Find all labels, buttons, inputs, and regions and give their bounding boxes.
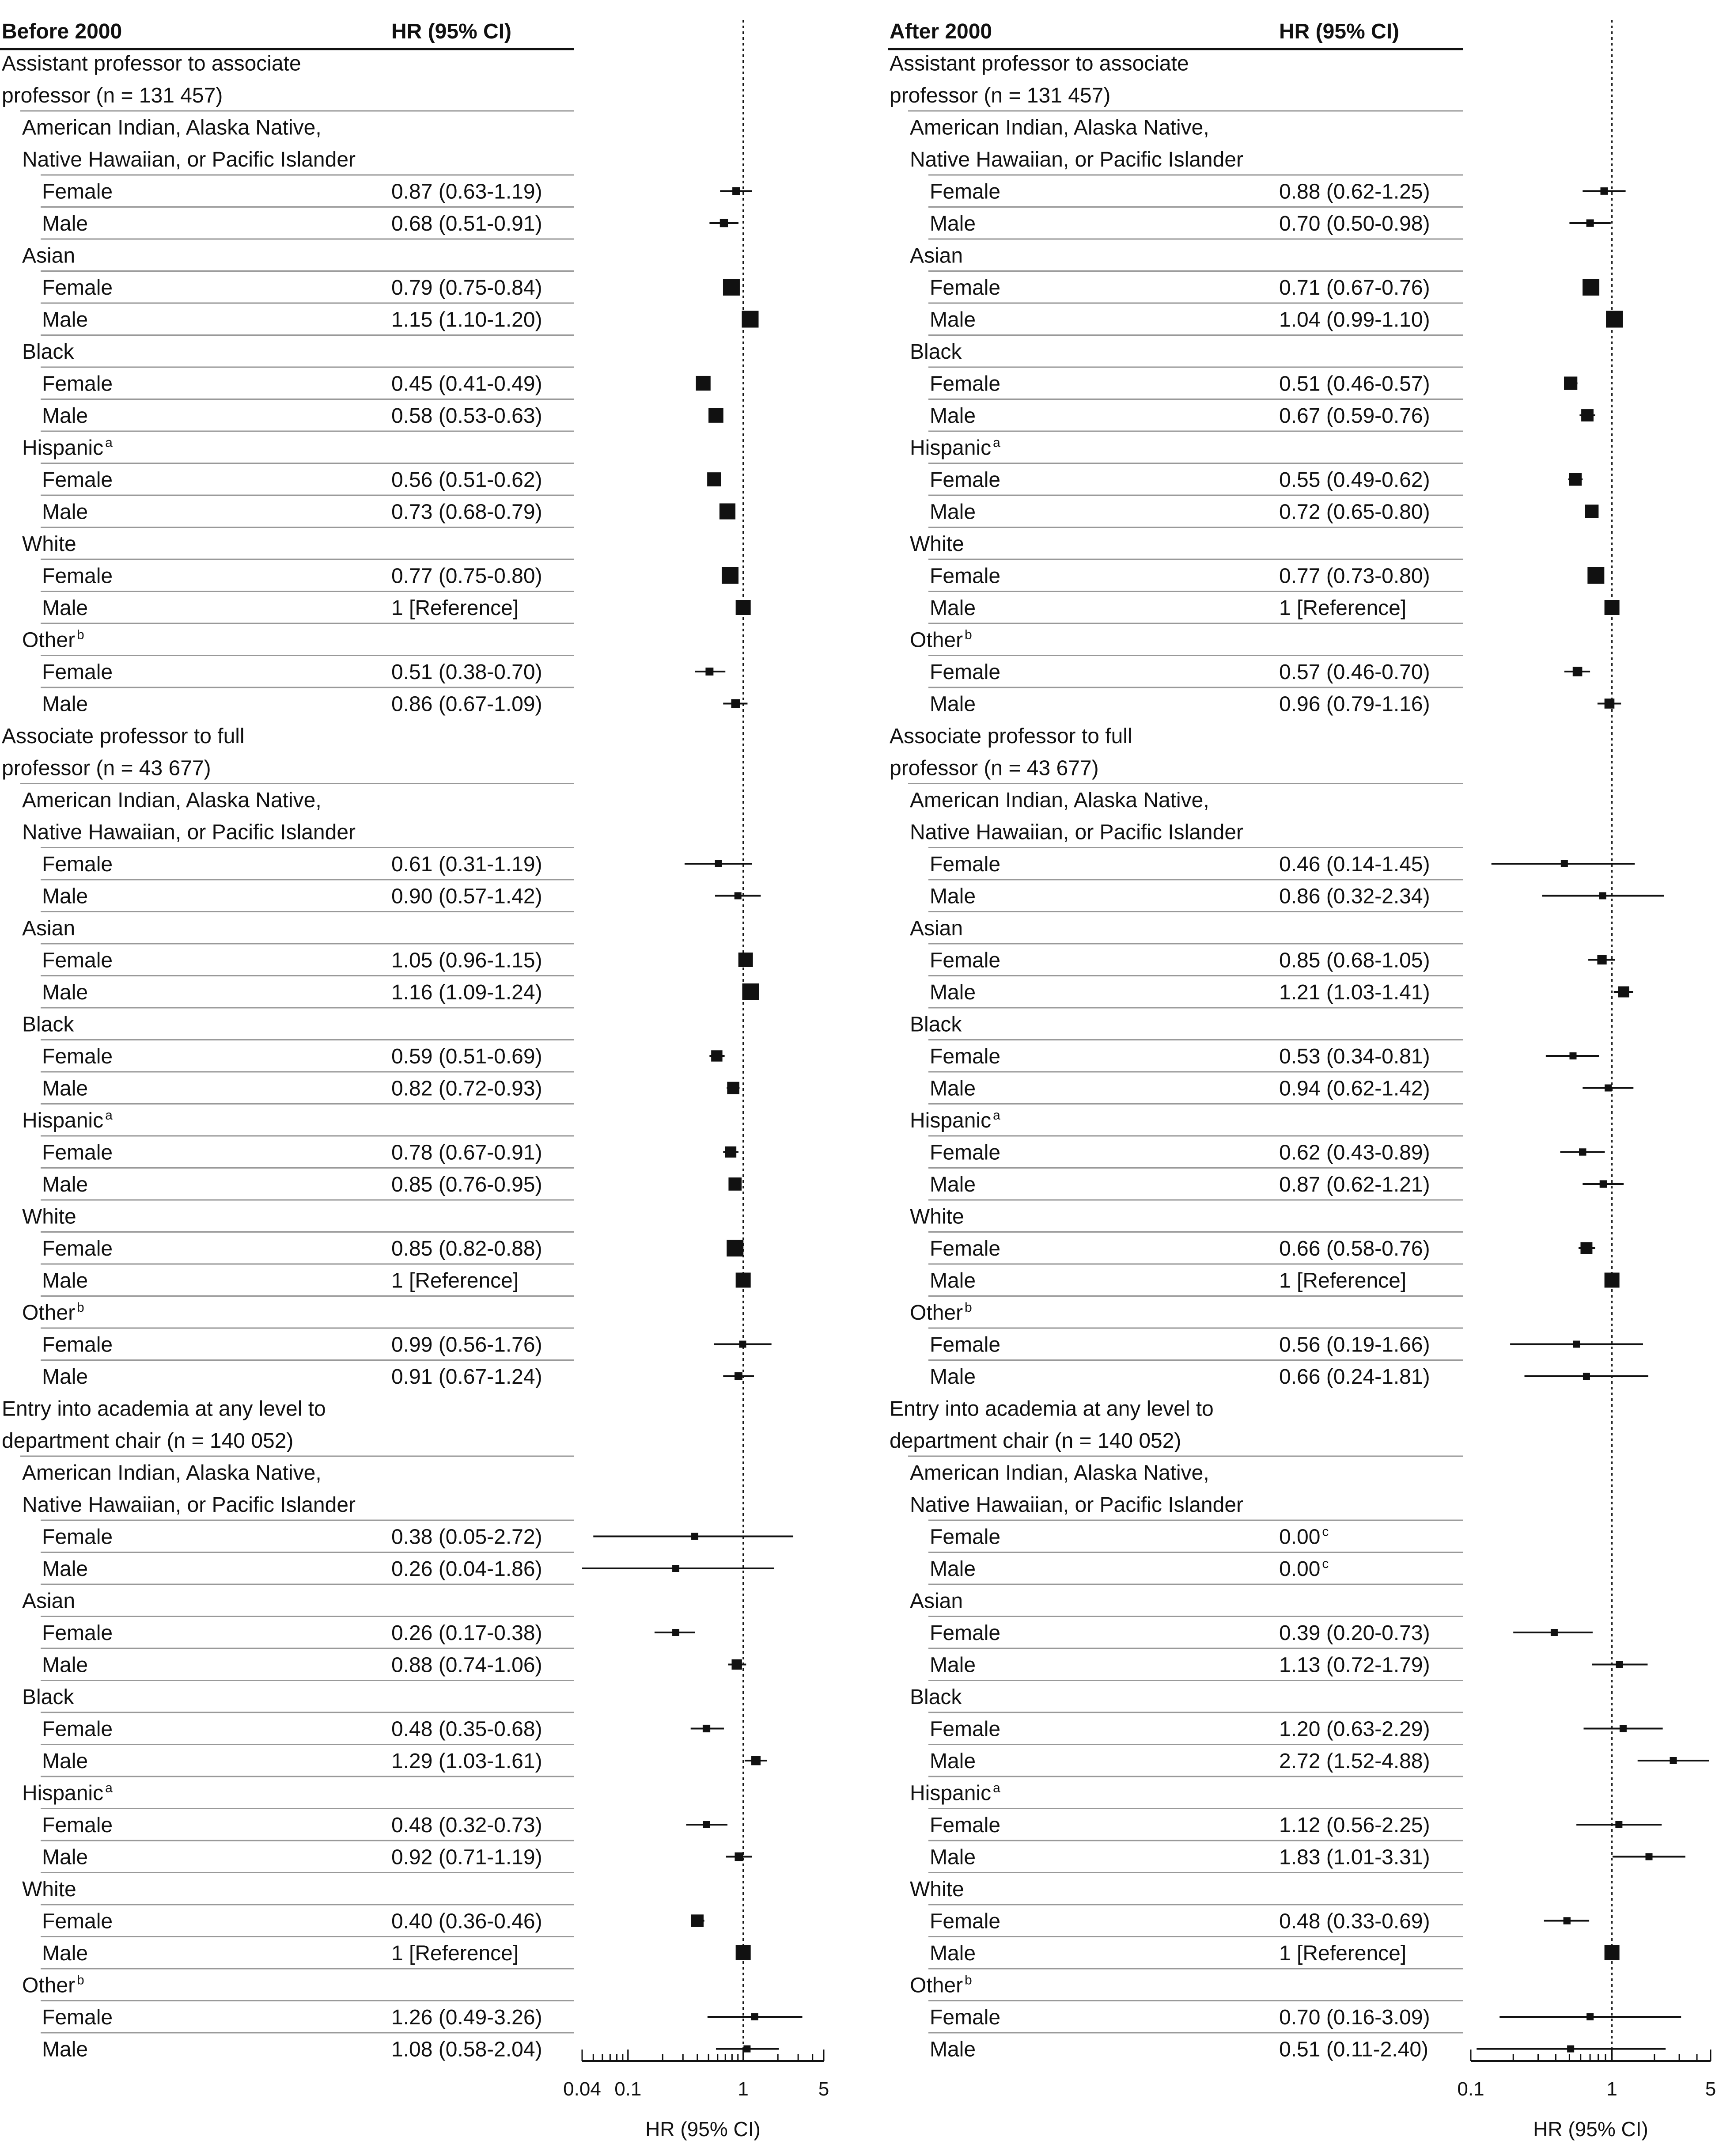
hr-value: 0.48 (0.32-0.73) [391,1814,542,1837]
hr-marker [691,1533,698,1540]
hr-marker [1605,1273,1620,1288]
hr-marker [1581,409,1594,421]
row-label: Female [42,1814,113,1837]
row-label: Male [42,1845,88,1869]
group-label: Asian [910,244,963,268]
hr-marker [738,953,753,967]
hr-marker [1616,1661,1623,1668]
row-label: Male [930,1269,976,1293]
row-label: Female [42,1237,113,1260]
hr-value: 1.26 (0.49-3.26) [391,2006,542,2029]
hr-value: 0.77 (0.73-0.80) [1279,564,1430,588]
row-label: Male [930,1557,976,1581]
hr-value: 0.51 (0.11-2.40) [1279,2038,1428,2061]
row-label: Male [930,1750,976,1773]
panel-title: After 2000 [890,20,992,43]
hr-marker [1620,1725,1627,1732]
row-label: Male [930,692,976,716]
hr-marker [1583,1373,1590,1380]
group-label: Asian [910,1589,963,1613]
hr-value: 0.87 (0.62-1.21) [1279,1173,1430,1196]
hr-marker [1615,1821,1622,1828]
hr-marker [672,1629,679,1636]
row-label: Male [42,212,88,235]
hr-value: 1.83 (1.01-3.31) [1279,1845,1430,1869]
group-label: Native Hawaiian, or Pacific Islander [22,820,356,844]
row-label: Female [42,276,113,300]
hr-marker [1564,1917,1571,1924]
hr-marker [715,860,722,867]
row-label: Male [42,1365,88,1389]
group-label: Hispanic $^a$ [910,435,1000,460]
hr-value: 0.57 (0.46-0.70) [1279,660,1430,684]
hr-value: 1.15 (1.10-1.20) [391,308,542,332]
hr-value: 1 [Reference] [391,596,519,620]
group-label: Asian [22,1589,76,1613]
hr-value: 0.45 (0.41-0.49) [391,372,542,396]
column-header: HR (95% CI) [1279,20,1400,43]
hr-marker [1597,955,1606,964]
row-label: Male [930,212,976,235]
group-label: Black [910,1013,962,1036]
group-label: Black [22,340,74,364]
group-label: Native Hawaiian, or Pacific Islander [910,148,1243,171]
hr-value: 1.12 (0.56-2.25) [1279,1814,1430,1837]
row-label: Female [930,180,1001,204]
group-label: Native Hawaiian, or Pacific Islander [22,148,356,171]
hr-marker [1605,1945,1620,1960]
hr-value: 0.67 (0.59-0.76) [1279,404,1430,428]
section-title: Assistant professor to associate [890,52,1189,76]
x-axis-label: HR (95% CI) [645,2118,761,2141]
group-label: Native Hawaiian, or Pacific Islander [22,1493,356,1517]
hr-value: 0.58 (0.53-0.63) [391,404,542,428]
row-label: Male [930,500,976,524]
section-title: Entry into academia at any level to [890,1397,1214,1421]
row-label: Female [42,1141,113,1165]
hr-value: 1 [Reference] [391,1942,519,1965]
row-label: Female [42,1525,113,1549]
hr-value: 0.00 $^c$ [1279,1556,1329,1581]
hr-marker [1586,219,1594,227]
row-label: Male [42,500,88,524]
row-label: Female [930,564,1001,588]
hr-value: 0.26 (0.04-1.86) [391,1557,542,1581]
group-label: White [22,532,76,556]
hr-marker [1605,600,1620,615]
row-label: Female [42,1717,113,1741]
hr-value: 1.13 (0.72-1.79) [1279,1653,1430,1677]
row-label: Male [42,404,88,428]
hr-marker [703,1725,710,1732]
hr-value: 0.62 (0.43-0.89) [1279,1141,1430,1165]
hr-value: 0.38 (0.05-2.72) [391,1525,542,1549]
hr-value: 0.48 (0.35-0.68) [391,1717,542,1741]
row-label: Female [930,660,1001,684]
hr-value: 1.20 (0.63-2.29) [1279,1717,1430,1741]
hr-value: 0.77 (0.75-0.80) [391,564,542,588]
row-label: Female [930,1909,1001,1933]
row-label: Female [42,853,113,876]
section-title: professor (n = 131 457) [2,84,223,107]
group-label: Other $^b$ [910,627,972,652]
row-label: Female [930,1045,1001,1068]
group-label: American Indian, Alaska Native, [910,1461,1209,1485]
hr-value: 0.51 (0.46-0.57) [1279,372,1430,396]
hr-value: 0.85 (0.68-1.05) [1279,949,1430,972]
row-label: Male [42,692,88,716]
hr-value: 0.70 (0.50-0.98) [1279,212,1430,235]
panel-before-2000 [0,20,829,2141]
hr-marker [1573,1341,1580,1348]
row-label: Male [930,1365,976,1389]
row-label: Male [930,1077,976,1101]
row-label: Male [42,884,88,908]
hr-value: 0.26 (0.17-0.38) [391,1621,542,1645]
hr-value: 1.05 (0.96-1.15) [391,949,542,972]
row-label: Male [42,1557,88,1581]
hr-marker [735,1852,743,1861]
row-label: Female [42,1621,113,1645]
row-label: Male [930,884,976,908]
row-label: Female [42,372,113,396]
section-title: Assistant professor to associate [2,52,301,76]
hr-marker [723,279,740,296]
row-label: Male [42,981,88,1004]
hr-marker [696,376,711,391]
hr-marker [732,1659,742,1670]
hr-value: 1.16 (1.09-1.24) [391,981,542,1004]
hr-marker [1573,667,1583,676]
group-label: Black [22,1013,74,1036]
row-label: Male [930,1942,976,1965]
hr-value: 0.68 (0.51-0.91) [391,212,542,235]
section-title: professor (n = 131 457) [890,84,1111,107]
row-label: Female [42,468,113,492]
section-title: Associate professor to full [890,725,1132,748]
row-label: Male [42,1173,88,1196]
hr-value: 1.21 (1.03-1.41) [1279,981,1430,1004]
row-label: Female [42,1909,113,1933]
row-label: Male [930,2038,976,2061]
row-label: Male [42,1942,88,1965]
hr-value: 0.40 (0.36-0.46) [391,1909,542,1933]
hr-marker [711,1050,722,1061]
hr-marker [731,699,740,708]
row-label: Male [42,2038,88,2061]
group-label: Asian [910,917,963,940]
hr-marker [1587,567,1604,584]
row-label: Female [930,1814,1001,1837]
hr-marker [1569,1052,1576,1059]
hr-value: 0.46 (0.14-1.45) [1279,853,1430,876]
hr-value: 0.72 (0.65-0.80) [1279,500,1430,524]
group-label: Other $^b$ [910,1973,972,1997]
hr-marker [722,567,738,584]
row-label: Male [930,1173,976,1196]
row-label: Male [930,1653,976,1677]
hr-marker [1606,311,1623,328]
hr-marker [1569,473,1582,486]
hr-marker [739,1341,746,1348]
group-label: Hispanic $^a$ [22,1780,113,1805]
hr-value: 2.72 (1.52-4.88) [1279,1750,1430,1773]
group-label: Other $^b$ [22,1300,84,1325]
hr-value: 0.90 (0.57-1.42) [391,884,542,908]
hr-marker [1583,279,1599,296]
hr-value: 0.87 (0.63-1.19) [391,180,542,204]
section-title: Associate professor to full [2,725,245,748]
row-label: Female [42,949,113,972]
row-label: Female [930,468,1001,492]
section-title: department chair (n = 140 052) [2,1429,294,1453]
x-tick-label: 5 [1705,2078,1716,2100]
panel-title: Before 2000 [2,20,122,43]
hr-value: 0.66 (0.24-1.81) [1279,1365,1430,1389]
group-label: White [22,1205,76,1229]
hr-marker [1670,1757,1677,1764]
hr-marker [1645,1853,1652,1860]
x-tick-label: 0.04 [563,2078,601,2100]
row-label: Male [42,1750,88,1773]
hr-value: 0.82 (0.72-0.93) [391,1077,542,1101]
hr-marker [732,187,740,195]
group-label: Hispanic $^a$ [22,435,113,460]
row-label: Female [930,853,1001,876]
hr-marker [735,1372,742,1380]
group-label: Hispanic $^a$ [910,1108,1000,1132]
section-title: department chair (n = 140 052) [890,1429,1181,1453]
hr-value: 0.78 (0.67-0.91) [391,1141,542,1165]
hr-value: 0.79 (0.75-0.84) [391,276,542,300]
hr-value: 1.08 (0.58-2.04) [391,2038,542,2061]
row-label: Male [930,596,976,620]
x-axis-label: HR (95% CI) [1533,2118,1648,2141]
hr-value: 0.39 (0.20-0.73) [1279,1621,1430,1645]
hr-value: 0.96 (0.79-1.16) [1279,692,1430,716]
hr-marker [720,219,728,227]
row-label: Female [930,372,1001,396]
group-label: Black [910,340,962,364]
row-label: Female [42,1045,113,1068]
hr-value: 1 [Reference] [1279,1942,1407,1965]
hr-value: 1 [Reference] [1279,596,1407,620]
hr-value: 0.59 (0.51-0.69) [391,1045,542,1068]
group-label: American Indian, Alaska Native, [910,116,1209,140]
hr-value: 0.70 (0.16-3.09) [1279,2006,1430,2029]
hr-value: 0.85 (0.82-0.88) [391,1237,542,1260]
hr-value: 0.99 (0.56-1.76) [391,1333,542,1357]
hr-value: 0.00 $^c$ [1279,1524,1329,1549]
hr-value: 0.88 (0.74-1.06) [391,1653,542,1677]
hr-marker [742,983,759,1000]
hr-marker [751,1756,761,1765]
row-label: Female [42,1333,113,1357]
hr-marker [1567,2046,1574,2053]
hr-marker [672,1565,679,1572]
section-title: Entry into academia at any level to [2,1397,326,1421]
row-label: Female [930,2006,1001,2029]
hr-marker [736,1945,751,1960]
hr-marker [1601,187,1608,195]
hr-marker [1551,1629,1558,1636]
group-label: Asian [22,244,76,268]
panel-after-2000 [888,20,1716,2141]
row-label: Female [42,564,113,588]
hr-value: 1.04 (0.99-1.10) [1279,308,1430,332]
hr-marker [725,1146,736,1158]
group-label: American Indian, Alaska Native, [910,789,1209,812]
group-label: White [22,1878,76,1901]
hr-value: 0.86 (0.32-2.34) [1279,884,1430,908]
hr-marker [1618,987,1629,998]
hr-marker [719,503,735,519]
row-label: Male [42,1653,88,1677]
hr-marker [691,1914,704,1927]
hr-marker [1561,860,1568,867]
row-label: Female [42,180,113,204]
group-label: American Indian, Alaska Native, [22,789,322,812]
hr-value: 1.29 (1.03-1.61) [391,1750,542,1773]
hr-marker [736,1273,751,1288]
group-label: Other $^b$ [22,627,84,652]
hr-value: 1 [Reference] [1279,1269,1407,1293]
x-tick-label: 1 [1606,2078,1617,2100]
hr-value: 0.91 (0.67-1.24) [391,1365,542,1389]
x-tick-label: 0.1 [1457,2078,1484,2100]
hr-marker [1600,1180,1607,1188]
hr-value: 0.48 (0.33-0.69) [1279,1909,1430,1933]
section-title: professor (n = 43 677) [890,756,1099,780]
hr-value: 0.92 (0.71-1.19) [391,1845,542,1869]
row-label: Female [930,1621,1001,1645]
row-label: Female [930,1237,1001,1260]
group-label: Black [910,1685,962,1709]
hr-marker [728,1177,742,1191]
section-title: professor (n = 43 677) [2,756,211,780]
row-label: Male [930,308,976,332]
hr-marker [751,2013,758,2020]
group-label: Asian [22,917,76,940]
row-label: Female [930,1333,1001,1357]
hr-value: 0.51 (0.38-0.70) [391,660,542,684]
hr-value: 0.71 (0.67-0.76) [1279,276,1430,300]
group-label: Black [22,1685,74,1709]
hr-value: 0.56 (0.51-0.62) [391,468,542,492]
row-label: Female [930,1525,1001,1549]
group-label: Hispanic $^a$ [22,1108,113,1132]
group-label: White [910,1205,964,1229]
row-label: Female [42,2006,113,2029]
hr-marker [1579,1148,1586,1155]
group-label: Native Hawaiian, or Pacific Islander [910,820,1243,844]
row-label: Female [930,949,1001,972]
group-label: Other $^b$ [22,1973,84,1997]
row-label: Female [930,1141,1001,1165]
x-tick-label: 5 [818,2078,829,2100]
hr-marker [1599,892,1606,900]
hr-marker [735,892,742,900]
hr-marker [707,472,721,486]
group-label: White [910,532,964,556]
hr-marker [727,1082,739,1094]
row-label: Female [930,1717,1001,1741]
hr-value: 0.88 (0.62-1.25) [1279,180,1430,204]
x-tick-label: 0.1 [614,2078,642,2100]
hr-marker [1585,505,1599,518]
group-label: Hispanic $^a$ [910,1780,1000,1805]
group-label: American Indian, Alaska Native, [22,116,322,140]
row-label: Male [930,981,976,1004]
column-header: HR (95% CI) [391,20,512,43]
hr-marker [727,1240,743,1256]
hr-marker [743,2046,750,2053]
hr-marker [1605,1085,1612,1092]
row-label: Male [42,1077,88,1101]
row-label: Male [42,1269,88,1293]
hr-marker [736,600,751,615]
hr-marker [1564,376,1577,390]
hr-marker [1605,698,1615,709]
group-label: White [910,1878,964,1901]
hr-marker [742,311,759,328]
hr-marker [1580,1242,1592,1254]
row-label: Male [930,404,976,428]
hr-value: 0.55 (0.49-0.62) [1279,468,1430,492]
hr-marker [1586,2013,1594,2020]
hr-value: 0.66 (0.58-0.76) [1279,1237,1430,1260]
hr-marker [705,668,713,676]
hr-marker [703,1821,710,1828]
hr-value: 0.53 (0.34-0.81) [1279,1045,1430,1068]
row-label: Female [930,276,1001,300]
row-label: Male [930,1845,976,1869]
group-label: Other $^b$ [910,1300,972,1325]
hr-marker [708,408,723,423]
hr-value: 1 [Reference] [391,1269,519,1293]
row-label: Female [42,660,113,684]
group-label: American Indian, Alaska Native, [22,1461,322,1485]
hr-value: 0.56 (0.19-1.66) [1279,1333,1430,1357]
row-label: Male [42,596,88,620]
hr-value: 0.94 (0.62-1.42) [1279,1077,1430,1101]
x-tick-label: 1 [738,2078,749,2100]
hr-value: 0.85 (0.76-0.95) [391,1173,542,1196]
hr-value: 0.86 (0.67-1.09) [391,692,542,716]
hr-value: 0.61 (0.31-1.19) [391,853,542,876]
hr-value: 0.73 (0.68-0.79) [391,500,542,524]
group-label: Native Hawaiian, or Pacific Islander [910,1493,1243,1517]
row-label: Male [42,308,88,332]
